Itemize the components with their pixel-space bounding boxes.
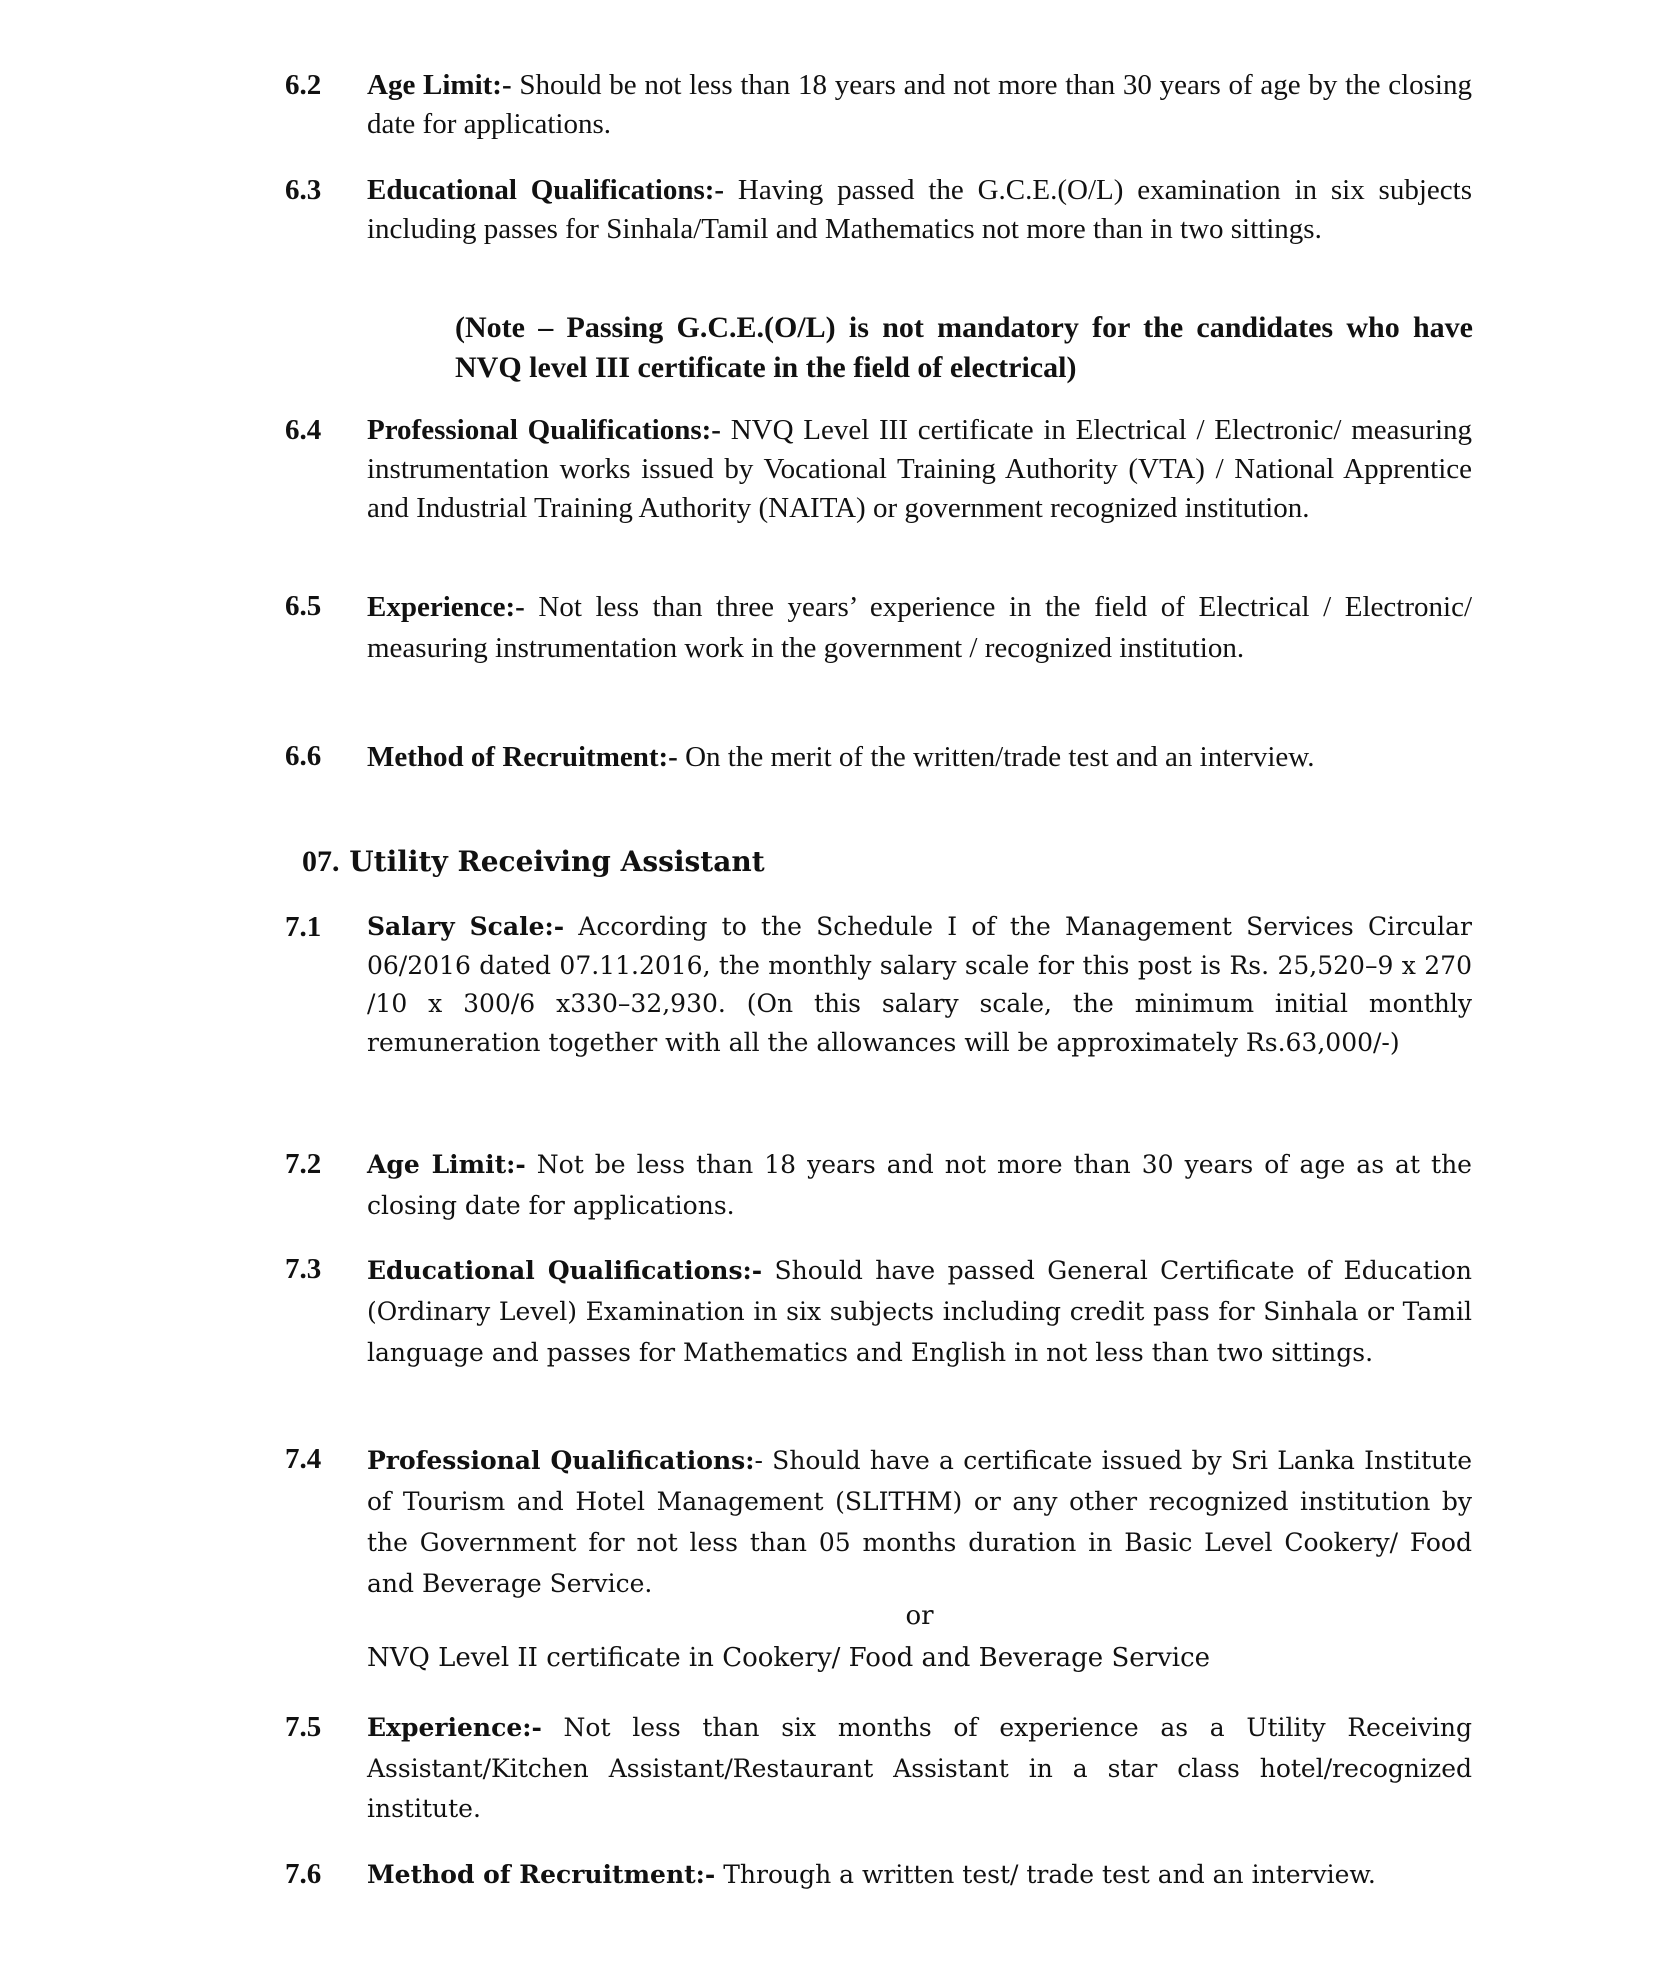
clause-label: Method of Recruitment:-	[367, 741, 678, 773]
alternative-qualification: NVQ Level II certificate in Cookery/ Food and Beverage Service	[367, 1643, 1211, 1673]
clause-label: Age Limit:-	[367, 69, 512, 101]
clause-number: 7.6	[285, 1858, 322, 1890]
clause-number: 7.3	[285, 1253, 322, 1285]
clause-7-2	[285, 1145, 1472, 1226]
clause-7-3	[285, 1250, 1473, 1373]
clause-number: 7.5	[285, 1711, 322, 1743]
note-paragraph: (Note – Passing G.C.E.(O/L) is not mandatory for the candidates who have NVQ level III certificate in the field of electrical)	[455, 311, 1473, 384]
clause-label: Professional Qualifications:-	[367, 414, 721, 446]
clause-label: Educational Qualifications:-	[367, 174, 725, 206]
clause-label: Method of Recruitment:-	[367, 1860, 716, 1889]
clause-7-5	[285, 1708, 1472, 1830]
clause-text: Through a written test/ trade test and an interview.	[715, 1860, 1376, 1889]
clause-7-6	[285, 1855, 1472, 1896]
clause-6-2	[285, 66, 1472, 144]
section-title: Utility Receiving Assistant	[339, 845, 765, 878]
clause-number: 6.2	[285, 69, 322, 101]
clause-text: On the merit of the written/trade test and an interview.	[677, 741, 1315, 773]
clause-label: Salary Scale:-	[367, 912, 565, 941]
clause-number: 6.5	[285, 590, 322, 622]
clause-6-6	[285, 737, 1472, 778]
clause-text: According to the Schedule I of the Management Services Circular 06/2016 dated 07.11.2016, the monthly salary scale for this post is Rs. 25,520–9 x 270 /10 x 300/6 x330–32,930. (On this salary scale, the minimum initial monthly remuneration together with all the allowances will be approximately Rs.63,000/-)	[367, 912, 1472, 1057]
clause-label: Experience:-	[367, 1713, 542, 1742]
clause-text: Should have a certificate issued by Sri Lanka Institute of Tourism and Hotel Management (SLITHM) or any other recognized institution by the Government for not less than 05 months duration in Basic Level Cookery/ Food and Beverage Service.	[367, 1446, 1472, 1598]
clause-text: Not be less than 18 years and not more than 30 years of age as at the closing date for applications.	[367, 1150, 1472, 1220]
section-heading	[302, 842, 765, 882]
clause-label: Age Limit:-	[367, 1150, 526, 1179]
clause-text: NVQ Level III certificate in Electrical / Electronic/ measuring instrumentation works issued by Vocational Training Authority (VTA) / National Apprentice and Industrial Training Authority (NAITA) or government recognized institution.	[367, 414, 1472, 524]
clause-number: 6.6	[285, 740, 322, 772]
clause-number: 6.3	[285, 174, 322, 206]
clause-6-4	[285, 411, 1472, 528]
clause-7-1	[285, 908, 1472, 1062]
clause-6-5	[285, 587, 1472, 669]
clause-text: Not less than six months of experience as a Utility Receiving Assistant/Kitchen Assistant/Restaurant Assistant in a star class hotel/recognized institute.	[367, 1713, 1472, 1823]
clause-7-4	[285, 1440, 1472, 1673]
section-number: 07.	[302, 845, 340, 878]
clause-label: Professional Qualifications:	[367, 1446, 755, 1475]
clause-number: 7.4	[285, 1443, 322, 1475]
clause-number: 7.1	[285, 911, 322, 943]
clause-label-tail: -	[754, 1446, 763, 1475]
clause-number: 7.2	[285, 1148, 322, 1180]
clause-text: Should have passed General Certificate of Education (Ordinary Level) Examination in six subjects including credit pass for Sinhala or Tamil language and passes for Mathematics and English in not less than two sittings.	[367, 1256, 1473, 1367]
clause-text: Should be not less than 18 years and not more than 30 years of age by the closing date for applications.	[367, 69, 1472, 140]
clause-text: Having passed the G.C.E.(O/L) examination in six subjects including passes for Sinhala/Tamil and Mathematics not more than in two sittings.	[367, 174, 1472, 245]
clause-label: Experience:-	[367, 591, 525, 623]
clause-6-3	[285, 171, 1472, 249]
clause-text: Not less than three years’ experience in the field of Electrical / Electronic/ measuring instrumentation work in the government / recognized institution.	[367, 591, 1472, 664]
clause-number: 6.4	[285, 414, 322, 446]
or-separator: or	[905, 1601, 934, 1631]
clause-label: Educational Qualifications:-	[367, 1256, 763, 1285]
